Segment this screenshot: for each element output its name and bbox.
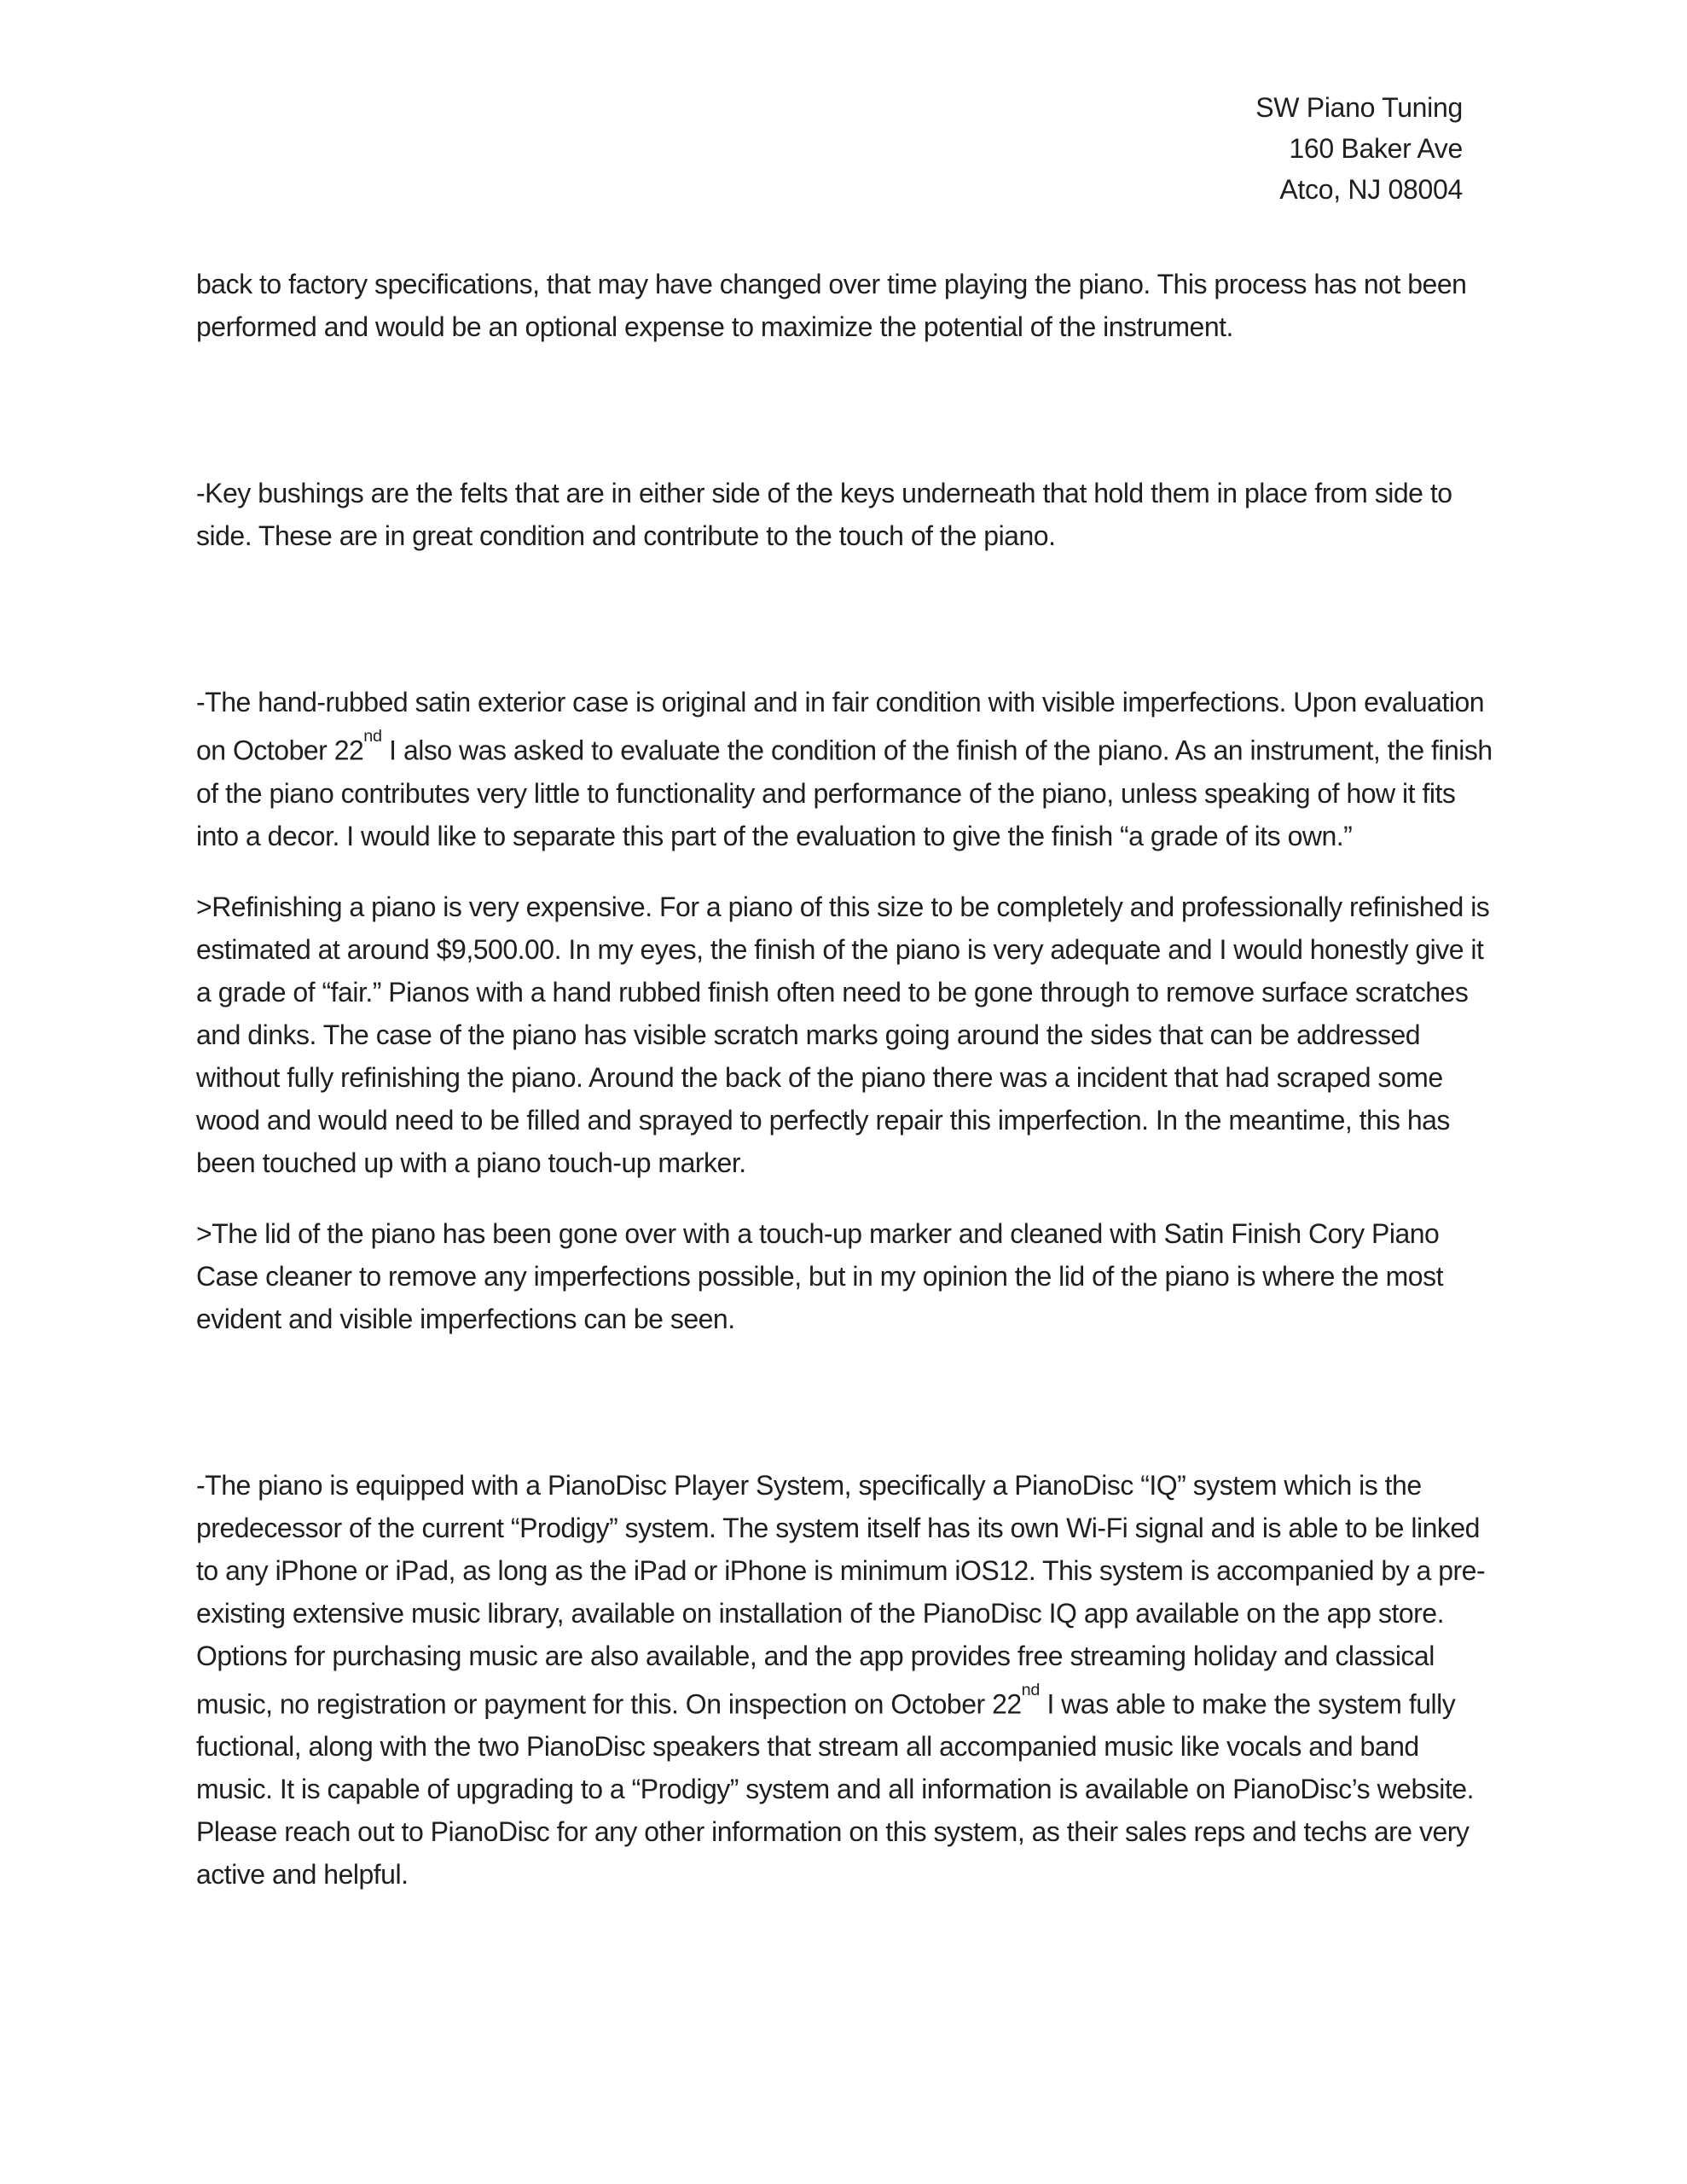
letterhead	[1255, 87, 1463, 210]
address-street: 160 Baker Ave	[1289, 133, 1463, 164]
paragraph-text: back to factory specifications, that may have changed over time playing the piano. This process has not been performed and would be an optional expense to maximize the potential of the instrument.	[196, 269, 1467, 342]
paragraph-pianodisc-system	[196, 1464, 1501, 1896]
paragraph-key-bushings	[196, 472, 1501, 557]
address-city-state-zip: Atco, NJ 08004	[1279, 174, 1463, 205]
paragraph-lid-touchup	[196, 1212, 1501, 1340]
paragraph-text: >The lid of the piano has been gone over with a touch-up marker and cleaned with Satin Finish Cory Piano Case cleaner to remove any imperfections possible, but in my opinion the lid of the piano is where the most evident and visible imperfections can be seen.	[196, 1217, 1443, 1334]
paragraph-exterior-case	[196, 681, 1501, 857]
paragraph-text-segment: I also was asked to evaluate the condition of the finish of the piano. As an instrument, the finish of the piano contributes very little to functionality and performance of the piano, unless speaking of how it fits into a decor. I would like to separate this part of the evaluation to give the finish “a grade of its own.”	[196, 735, 1493, 851]
company-name: SW Piano Tuning	[1255, 92, 1463, 123]
document-body	[196, 263, 1501, 1924]
paragraph-text-segment: I was able to make the system fully fuctional, along with the two PianoDisc speakers that stream all accompanied music like vocals and band music. It is capable of upgrading to a “Prodigy” system and all information is available on PianoDisc’s website. Please reach out to PianoDisc for any other information on this system, as their sales reps and techs are very active and helpful.	[196, 1688, 1474, 1891]
paragraph-refinishing-cost	[196, 886, 1501, 1184]
ordinal-superscript: nd	[363, 727, 382, 746]
paragraph-text-segment: -The hand-rubbed satin exterior case is original and in fair condition with visible imperfections. Upon evaluation on October 22	[196, 687, 1485, 766]
paragraph-text: -Key bushings are the felts that are in either side of the keys underneath that hold them in place from side to side. These are in great condition and contribute to the touch of the piano.	[196, 478, 1452, 551]
paragraph-text-segment: -The piano is equipped with a PianoDisc Player System, specifically a PianoDisc “IQ” system which is the predecessor of the current “Prodigy” system. The system itself has its own Wi-Fi signal and is able to be linked to any iPhone or iPad, as long as the iPad or iPhone is minimum iOS12. This system is accompanied by a pre-existing extensive music library, available on installation of the PianoDisc IQ app available on the app store. Options for purchasing music are also available, and the app provides free streaming holiday and classical music, no registration or payment for this. On inspection on October 22	[196, 1469, 1486, 1720]
ordinal-superscript: nd	[1021, 1681, 1041, 1700]
paragraph-regulation-note	[196, 263, 1501, 348]
paragraph-text: >Refinishing a piano is very expensive. For a piano of this size to be completely and professionally refinished is estimated at around $9,500.00. In my eyes, the finish of the piano is very adequate and I would honestly give it a grade of “fair.” Pianos with a hand rubbed finish often need to be gone through to remove surface scratches and dinks. The case of the piano has visible scratch marks going around the sides that can be addressed without fully refinishing the piano. Around the back of the piano there was a incident that had scraped some wood and would need to be filled and sprayed to perfectly repair this imperfection. In the meantime, this has been touched up with a piano touch-up marker.	[196, 891, 1490, 1178]
